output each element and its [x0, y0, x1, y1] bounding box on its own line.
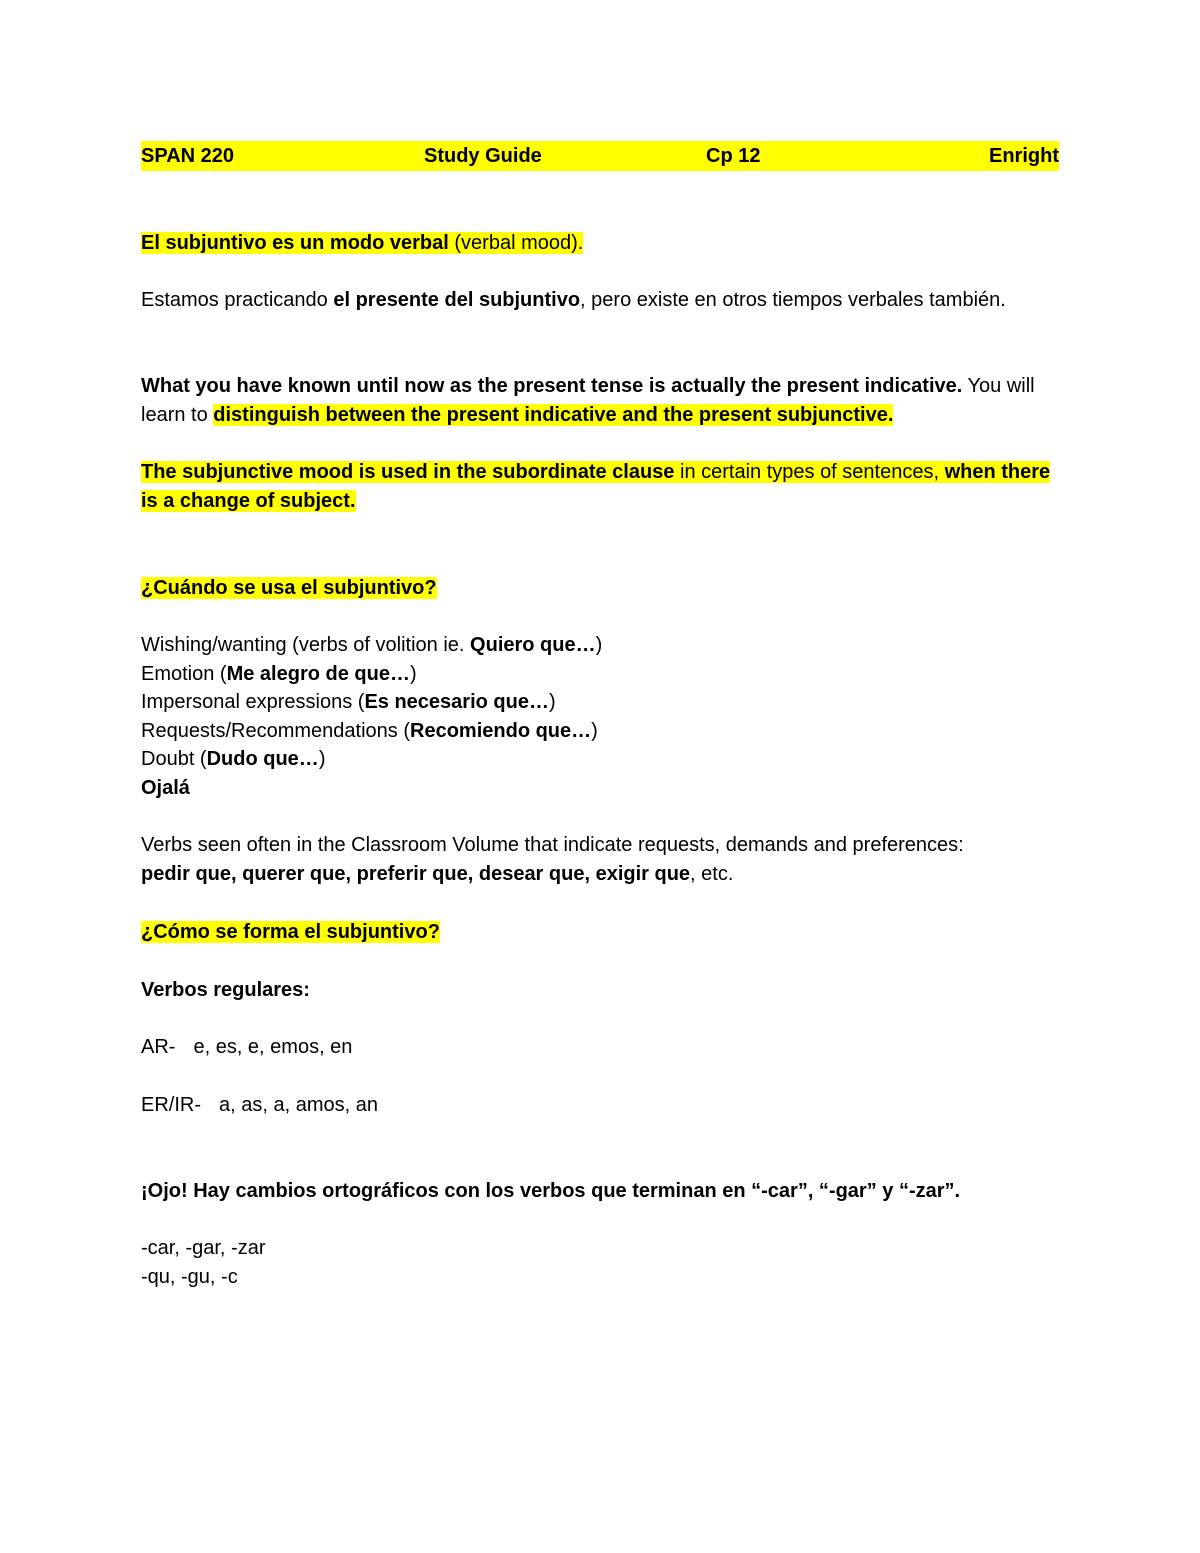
usage-text-b: in certain types of sentences,	[674, 461, 945, 483]
ar-endings: e, es, e, emos, en	[193, 1036, 353, 1058]
how-heading: ¿Cómo se forma el subjuntivo?	[141, 921, 440, 943]
when-heading: ¿Cuándo se usa el subjuntivo?	[141, 577, 437, 599]
erir-label: ER/IR-	[141, 1094, 201, 1116]
course-code: SPAN 220	[141, 145, 235, 167]
mood-definition	[141, 229, 1059, 258]
erir-endings: a, as, a, amos, an	[219, 1094, 378, 1116]
practice-text-c: , pero existe en otros tiempos verbales también.	[580, 289, 1006, 311]
known-rest: You will learn to	[141, 375, 1035, 426]
list-item: Ojalá	[141, 776, 190, 799]
list-item: Doubt (Dudo que…)	[141, 748, 326, 770]
practice-text-b: el presente del subjuntivo	[333, 289, 581, 311]
list-item: Wishing/wanting (verbs of volition ie. Quiero que…)	[141, 634, 603, 656]
author-name: Enright	[989, 145, 1059, 167]
verbs-bold: pedir que, querer que, preferir que, desear que, exigir que	[141, 862, 691, 885]
usage-text-a: The subjunctive mood is used in the subordinate clause	[141, 461, 675, 483]
practice-text-a: Estamos practicando	[141, 289, 334, 311]
list-item: Requests/Recommendations (Recomiendo que…)	[141, 719, 598, 742]
spelling-changes	[141, 1234, 1059, 1291]
known-bold: What you have known until now as the present tense is actually the present indicative.	[141, 375, 963, 397]
chapter-label: Cp 12	[706, 145, 761, 167]
known-paragraph	[141, 372, 1059, 429]
ojo-note: ¡Ojo! Hay cambios ortográficos con los verbos que terminan en “-car”, “-gar” y “-zar”.	[141, 1180, 961, 1202]
when-list	[141, 631, 1059, 802]
changes-to: -qu, -gu, -c	[141, 1265, 238, 1288]
ar-endings-row	[141, 1033, 1059, 1062]
list-item: Emotion (Me alegro de que…)	[141, 662, 417, 685]
document-title: Study Guide	[424, 145, 542, 167]
usage-text-c: when there is a change of subject.	[141, 461, 1051, 512]
mood-definition-rest: (verbal mood).	[448, 232, 584, 254]
verbs-end: , etc.	[690, 862, 734, 885]
verbs-text: Verbs seen often in the Classroom Volume that indicate requests, demands and preferences:	[141, 834, 964, 856]
header-bar	[141, 141, 1059, 171]
usage-paragraph	[141, 458, 1059, 515]
ar-label: AR-	[141, 1036, 176, 1058]
known-highlight: distinguish between the present indicative and the present subjunctive.	[213, 403, 894, 426]
erir-endings-row	[141, 1091, 1059, 1120]
regular-label: Verbos regulares:	[141, 979, 310, 1001]
changes-from: -car, -gar, -zar	[141, 1237, 266, 1259]
practice-paragraph	[141, 286, 1059, 315]
mood-definition-bold: El subjuntivo es un modo verbal	[141, 232, 449, 254]
list-item: Impersonal expressions (Es necesario que…)	[141, 691, 556, 713]
verbs-paragraph	[141, 831, 1059, 888]
